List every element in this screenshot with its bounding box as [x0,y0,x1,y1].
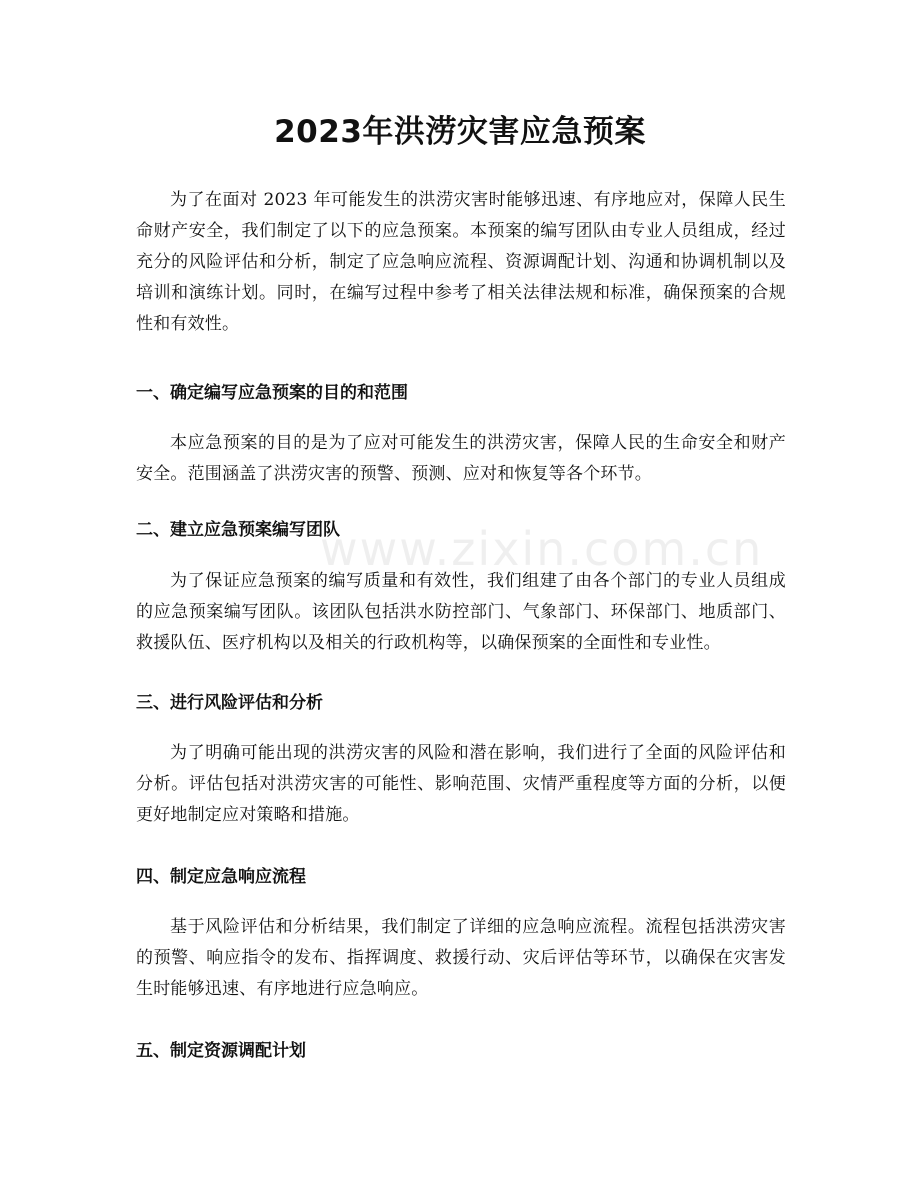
section-heading-5: 五、制定资源调配计划 [136,1041,306,1061]
section-heading-1: 一、确定编写应急预案的目的和范围 [136,383,408,403]
section-heading-2: 二、建立应急预案编写团队 [136,520,340,540]
section-heading-3: 三、进行风险评估和分析 [136,693,323,713]
section-paragraph-2: 为了保证应急预案的编写质量和有效性，我们组建了由各个部门的专业人员组成的应急预案编写团队。该团队包括洪水防控部门、气象部门、环保部门、地质部门、救援队伍、医疗机构以及相关的行政机构等，以确保预案的全面性和专业性。 [136,571,786,653]
section-paragraph-4: 基于风险评估和分析结果，我们制定了详细的应急响应流程。流程包括洪涝灾害的预警、响应指令的发布、指挥调度、救援行动、灾后评估等环节，以确保在灾害发生时能够迅速、有序地进行应急响应。 [136,917,786,999]
intro-paragraph: 为了在面对 2023 年可能发生的洪涝灾害时能够迅速、有序地应对，保障人民生命财产安全，我们制定了以下的应急预案。本预案的编写团队由专业人员组成，经过充分的风险评估和分析，制定了应急响应流程、资源调配计划、沟通和协调机制以及培训和演练计划。同时，在编写过程中参考了相关法律法规和标准，确保预案的合规性和有效性。 [136,190,786,334]
document-title: 2023年洪涝灾害应急预案 [274,114,646,150]
section-paragraph-3: 为了明确可能出现的洪涝灾害的风险和潜在影响，我们进行了全面的风险评估和分析。评估包括对洪涝灾害的可能性、影响范围、灾情严重程度等方面的分析，以便更好地制定应对策略和措施。 [136,743,786,825]
section-paragraph-1: 本应急预案的目的是为了应对可能发生的洪涝灾害，保障人民的生命安全和财产安全。范围涵盖了洪涝灾害的预警、预测、应对和恢复等各个环节。 [136,433,786,484]
section-heading-4: 四、制定应急响应流程 [136,867,306,887]
watermark: www.zixin.com.cn [320,522,764,576]
